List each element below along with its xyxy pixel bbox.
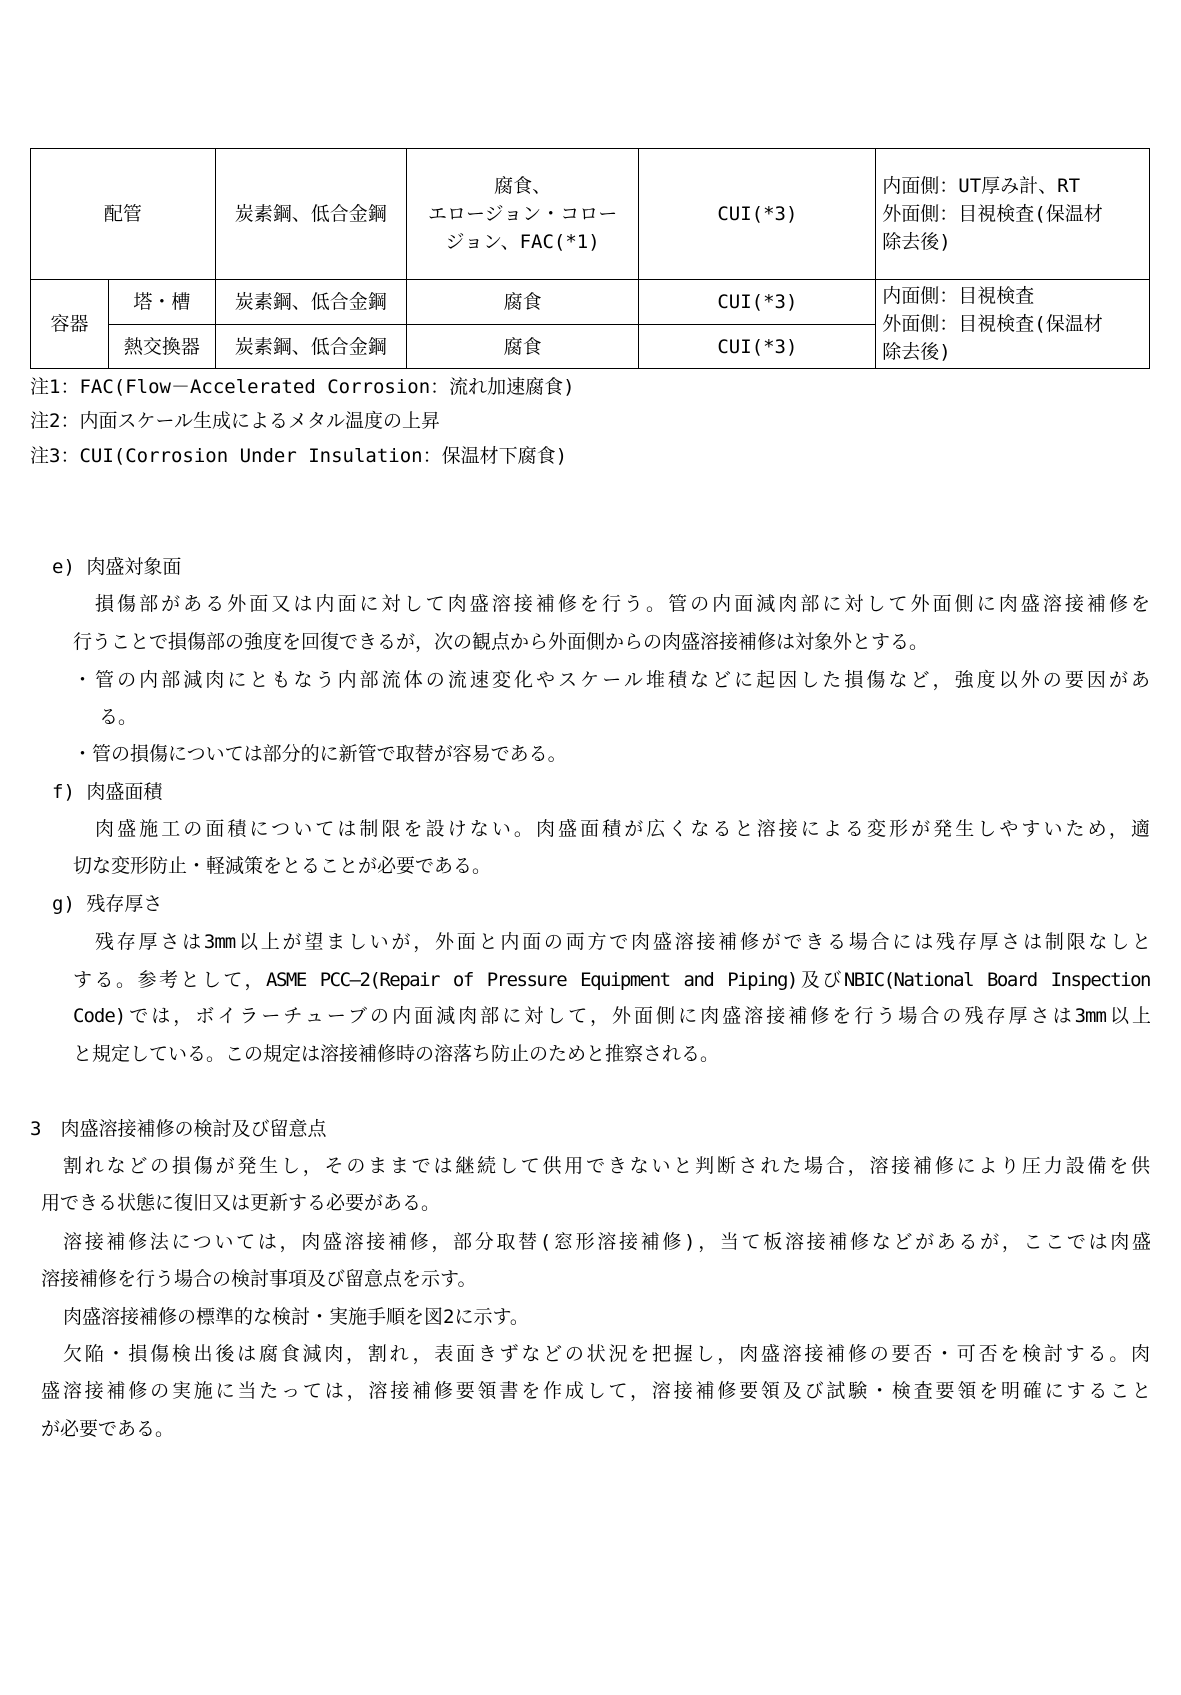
cell-material: 炭素鋼、低合金鋼 xyxy=(215,325,406,369)
text: 内面側：UT厚み計、RT xyxy=(882,175,1081,197)
paragraph-line: が必要である。 xyxy=(41,1418,175,1440)
table-row xyxy=(31,280,1150,325)
paragraph-line: 肉盛溶接補修の標準的な検討・実施手順を図2に示す。 xyxy=(63,1306,529,1328)
paragraph-line: る。 xyxy=(99,706,138,728)
paragraph-line: 損傷部がある外面又は内面に対して肉盛溶接補修を行う。管の内面減肉部に対して外面側に肉盛溶接補修を xyxy=(95,593,1150,615)
text: ジョン、FAC(*1) xyxy=(445,231,600,253)
cell-inspection xyxy=(876,280,1150,369)
inspection-table xyxy=(30,148,1150,369)
paragraph-line: Code)では，ボイラーチューブの内面減肉部に対して，外面側に肉盛溶接補修を行う場合の残存厚さは3mm以上 xyxy=(73,1005,1150,1027)
paragraph-line: する。参考として，ASME PCC―2(Repair of Pressure Equipment and Piping)及びNBIC(National Board Inspection xyxy=(73,969,1150,991)
section-heading: e) 肉盛対象面 xyxy=(52,556,182,578)
text: 除去後) xyxy=(882,341,951,363)
section-heading: g) 残存厚さ xyxy=(52,893,163,915)
cell-damage-inner: 腐食 xyxy=(406,280,639,325)
cell-material: 炭素鋼、低合金鋼 xyxy=(215,149,406,280)
cell-damage-outer: CUI(*3) xyxy=(639,280,876,325)
paragraph-line: 行うことで損傷部の強度を回復できるが，次の観点から外面側からの肉盛溶接補修は対象外とする。 xyxy=(73,631,929,653)
note: 注3：CUI(Corrosion Under Insulation：保温材下腐食) xyxy=(30,445,568,467)
paragraph-line: 残存厚さは3mm以上が望ましいが，外面と内面の両方で肉盛溶接補修ができる場合には残存厚さは制限なしと xyxy=(95,931,1150,953)
note: 注1：FAC(Flow－Accelerated Corrosion：流れ加速腐食) xyxy=(30,376,575,398)
paragraph-line: 溶接補修法については，肉盛溶接補修，部分取替(窓形溶接補修)，当て板溶接補修などがあるが，ここでは肉盛 xyxy=(63,1231,1150,1253)
text: 腐食、 xyxy=(494,175,552,197)
paragraph-line: 用できる状態に復旧又は更新する必要がある。 xyxy=(41,1192,441,1214)
cell-material: 炭素鋼、低合金鋼 xyxy=(215,280,406,325)
paragraph-line: 肉盛施工の面積については制限を設けない。肉盛面積が広くなると溶接による変形が発生しやすいため，適 xyxy=(95,818,1150,840)
paragraph-line: 盛溶接補修の実施に当たっては，溶接補修要領書を作成して，溶接補修要領及び試験・検査要領を明確にすること xyxy=(41,1380,1150,1402)
text: 内面側：目視検査 xyxy=(882,285,1035,307)
text: 除去後) xyxy=(882,231,951,253)
paragraph-line: 溶接補修を行う場合の検討事項及び留意点を示す。 xyxy=(41,1268,477,1290)
cell-damage-inner: 腐食 xyxy=(406,325,639,369)
cell-sub: 熱交換器 xyxy=(108,325,215,369)
table-row xyxy=(31,149,1150,280)
cell-category: 容器 xyxy=(31,280,109,369)
paragraph-line: 割れなどの損傷が発生し，そのままでは継続して供用できないと判断された場合，溶接補修により圧力設備を供 xyxy=(63,1155,1150,1177)
note: 注2：内面スケール生成によるメタル温度の上昇 xyxy=(30,410,441,432)
bullet-item: ・管の内部減肉にともなう内部流体の流速変化やスケール堆積などに起因した損傷など，強度以外の要因があ xyxy=(73,669,1150,691)
paragraph-line: と規定している。この規定は溶接補修時の溶落ち防止のためと推察される。 xyxy=(73,1043,720,1065)
bullet-item: ・管の損傷については部分的に新管で取替が容易である。 xyxy=(73,743,567,765)
text: 外面側：目視検査(保温材 xyxy=(882,203,1103,225)
section-heading: 3 肉盛溶接補修の検討及び留意点 xyxy=(30,1118,327,1140)
cell-category: 配管 xyxy=(31,149,216,280)
text: エロージョン・コロー xyxy=(427,203,618,225)
cell-damage-outer: CUI(*3) xyxy=(639,149,876,280)
paragraph-line: 切な変形防止・軽減策をとることが必要である。 xyxy=(73,855,492,877)
section-heading: f) 肉盛面積 xyxy=(52,781,163,803)
cell-inspection xyxy=(876,149,1150,280)
cell-sub: 塔・槽 xyxy=(108,280,215,325)
cell-damage-outer: CUI(*3) xyxy=(639,325,876,369)
paragraph-line: 欠陥・損傷検出後は腐食減肉，割れ，表面きずなどの状況を把握し，肉盛溶接補修の要否・可否を検討する。肉 xyxy=(63,1343,1150,1365)
cell-damage-inner xyxy=(406,149,639,280)
text: 外面側：目視検査(保温材 xyxy=(882,313,1103,335)
